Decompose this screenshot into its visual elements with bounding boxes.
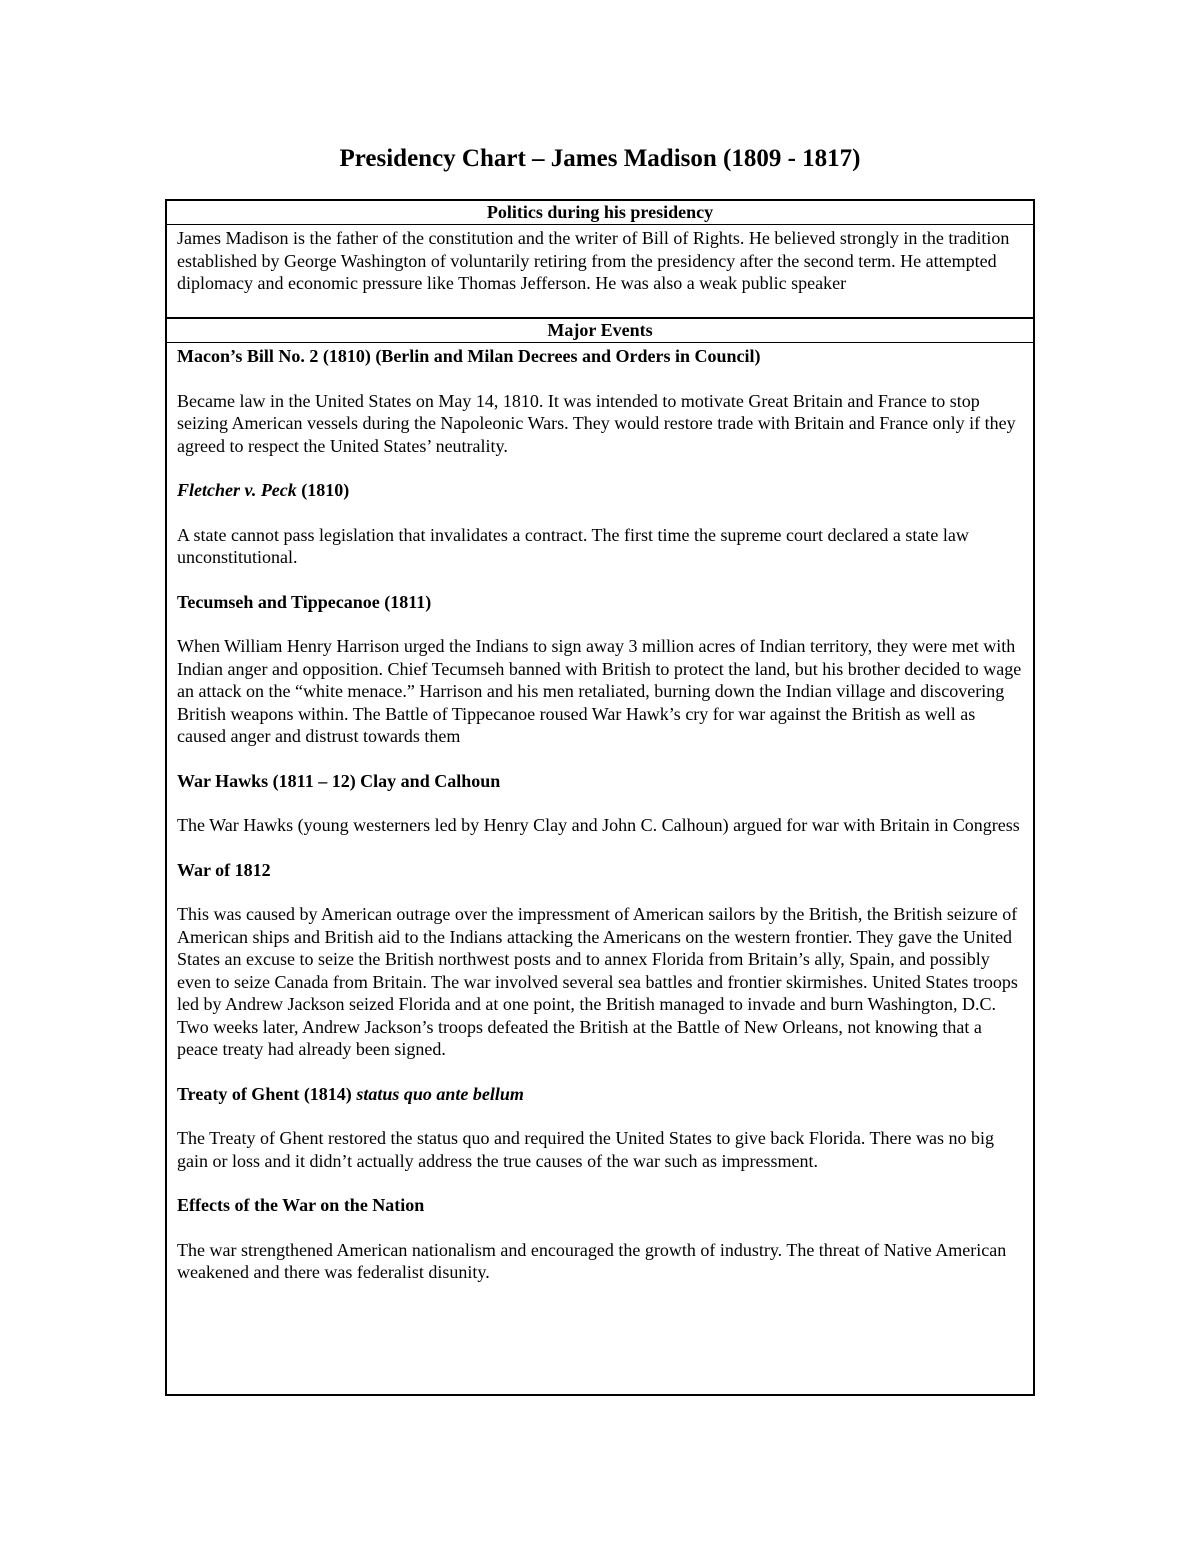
event-heading-effects-of-war: Effects of the War on the Nation — [177, 1195, 425, 1215]
event-heading-macons-bill: Macon’s Bill No. 2 (1810) (Berlin and Milan Decrees and Orders in Council) — [177, 346, 761, 366]
page-title: Presidency Chart – James Madison (1809 - 1817) — [339, 145, 861, 172]
event-heading-war-of-1812: War of 1812 — [177, 859, 271, 880]
major-events-body — [167, 343, 1033, 1284]
event-heading-treaty-of-ghent-title: Treaty of Ghent (1814) — [177, 1083, 357, 1104]
event-heading-treaty-of-ghent-italic: status quo ante bellum — [356, 1083, 524, 1104]
event-text-effects-of-war: The war strengthened American nationalism and encouraged the growth of industry. The threat of Native American weakened and there was federalist disunity. — [177, 1239, 1007, 1282]
event-heading-tecumseh: Tecumseh and Tippecanoe (1811) — [177, 591, 432, 612]
event-text-tecumseh: When William Henry Harrison urged the Indians to sign away 3 million acres of Indian territory, they were met with Indian anger and opposition. Chief Tecumseh banned with British to protect the land, but his brother decided to wage an attack on the “white menace.” Harrison and his men retaliated, burning down the Indian village and discovering British weapons within. The Battle of Tippecanoe roused War Hawk’s cry for war against the British as well as caused anger and distrust towards them — [177, 636, 1022, 746]
event-text-war-hawks: The War Hawks (young westerners led by Henry Clay and John C. Calhoun) argued for war with Britain in Congress — [177, 815, 1020, 835]
politics-header: Politics during his presidency — [167, 201, 1033, 225]
politics-text: James Madison is the father of the constitution and the writer of Bill of Rights. He believed strongly in the tradition established by George Washington of voluntarily retiring from the presidency after the second term. He attempted diplomacy and economic pressure like Thomas Jefferson. He was also a weak public speaker — [167, 225, 1033, 319]
event-heading-fletcher-v-peck-italic: Fletcher v. Peck — [177, 480, 297, 500]
event-heading-war-hawks: War Hawks (1811 – 12) Clay and Calhoun — [177, 770, 501, 791]
event-text-macons-bill: Became law in the United States on May 14, 1810. It was intended to motivate Great Britain and France to stop seizing American vessels during the Napoleonic Wars. They would restore trade with Britain and France only if they agreed to respect the United States’ neutrality. — [177, 390, 1016, 456]
event-heading-fletcher-v-peck — [177, 479, 1023, 502]
event-heading-treaty-of-ghent — [177, 1083, 1023, 1106]
presidency-chart-table — [165, 199, 1035, 1396]
event-text-treaty-of-ghent: The Treaty of Ghent restored the status quo and required the United States to give back Florida. There was no big gain or loss and it didn’t actually address the true causes of the war such as impressment. — [177, 1128, 994, 1171]
event-text-war-of-1812: This was caused by American outrage over the impressment of American sailors by the British, the British seizure of American ships and British aid to the Indians attacking the Americans on the western frontier. They gave the United States an excuse to seize the British northwest posts and to annex Florida from Britain’s ally, Spain, and possibly even to seize Canada from Britain. The war involved several sea battles and frontier skirmishes. United States troops led by Andrew Jackson seized Florida and at one point, the British managed to invade and burn Washington, D.C. Two weeks later, Andrew Jackson’s troops defeated the British at the Battle of New Orleans, not knowing that a peace treaty had already been signed. — [177, 904, 1018, 1059]
major-events-header: Major Events — [167, 319, 1033, 343]
event-heading-fletcher-v-peck-year: (1810) — [296, 480, 350, 500]
event-text-fletcher-v-peck: A state cannot pass legislation that invalidates a contract. The first time the supreme court declared a state law unconstitutional. — [177, 524, 969, 567]
